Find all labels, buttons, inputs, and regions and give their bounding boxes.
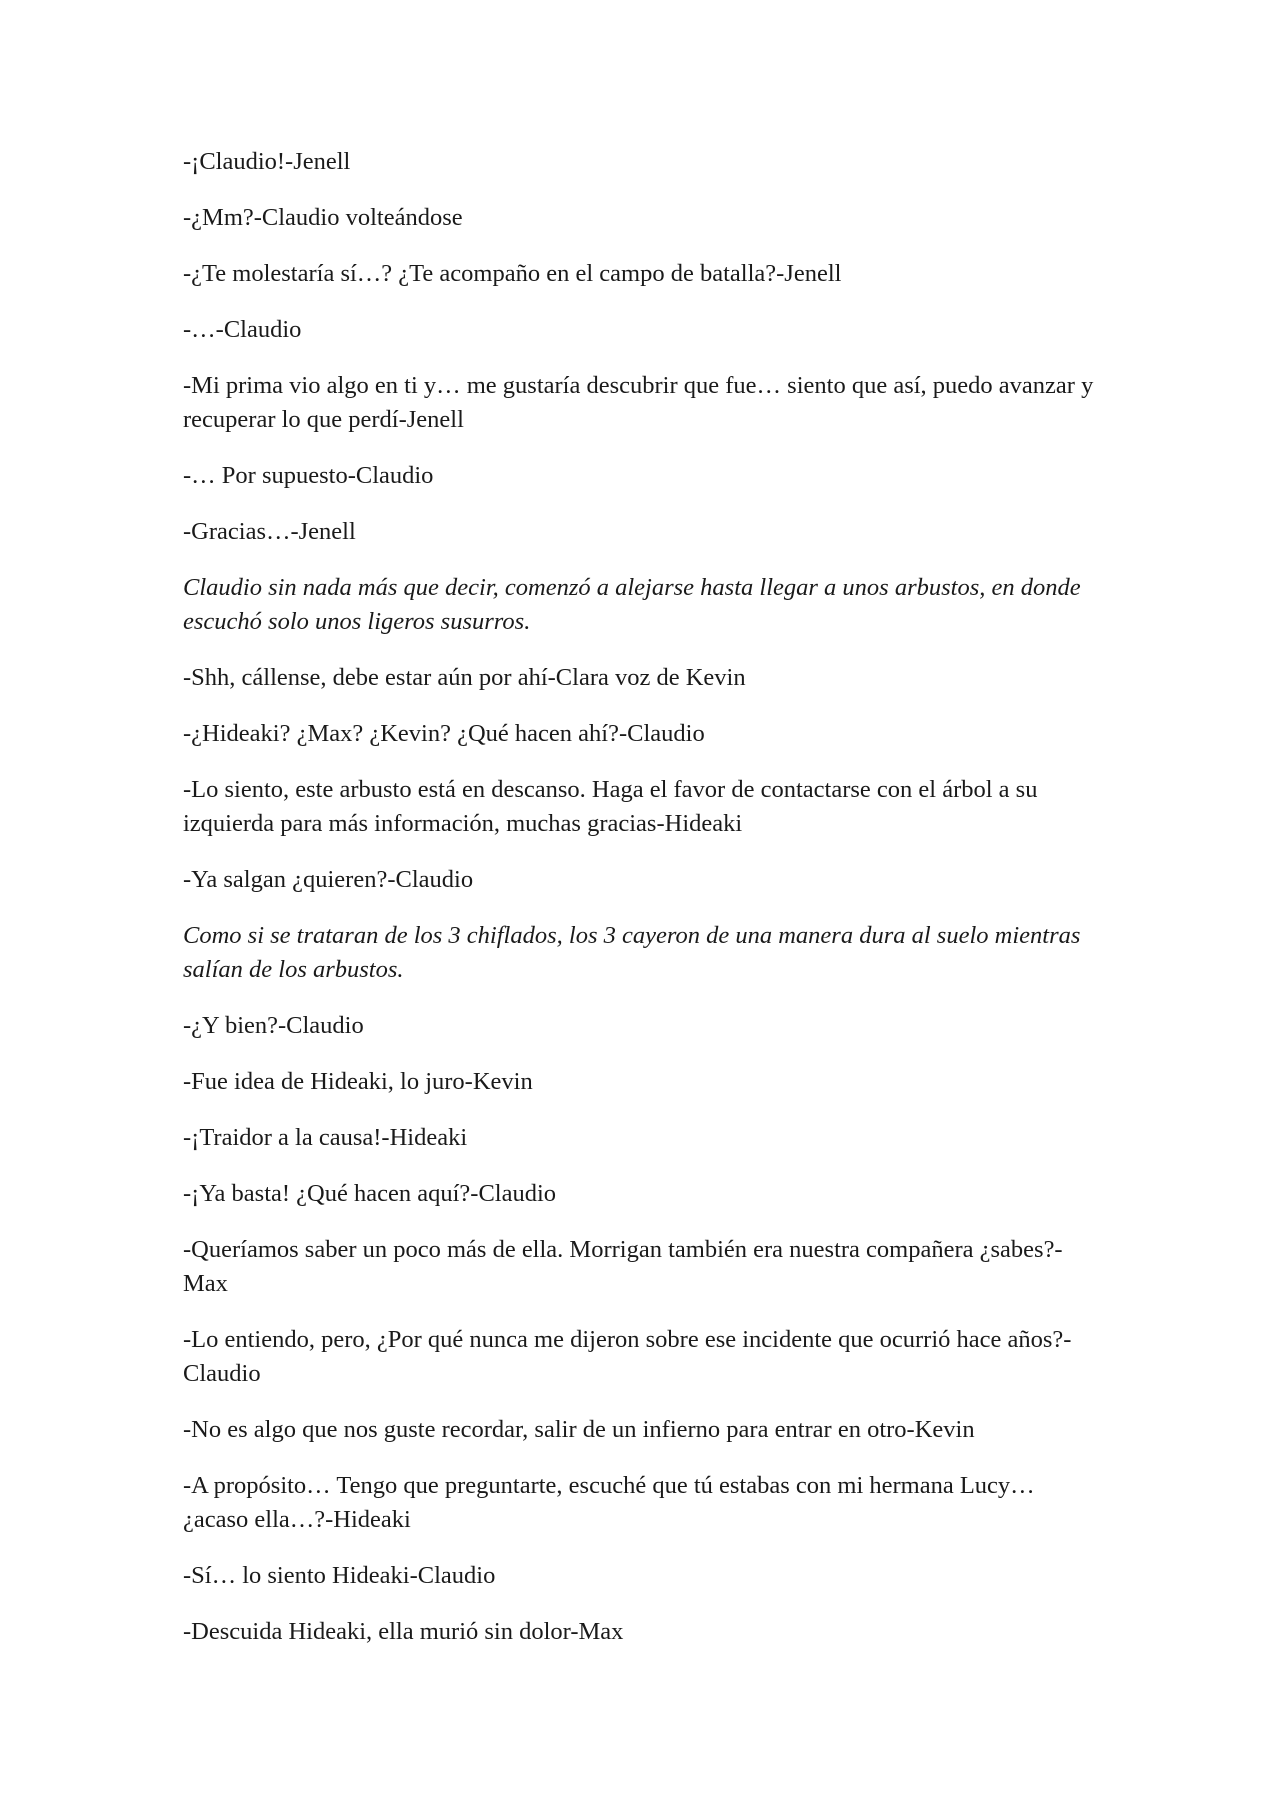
dialogue-line: -Lo entiendo, pero, ¿Por qué nunca me dijeron sobre ese incidente que ocurrió hace años?-Claudio xyxy=(183,1326,1072,1387)
dialogue-line: -Queríamos saber un poco más de ella. Morrigan también era nuestra compañera ¿sabes?-Max xyxy=(183,1236,1063,1297)
dialogue-line: -¡Traidor a la causa!-Hideaki xyxy=(183,1124,468,1151)
dialogue-line: -Gracias…-Jenell xyxy=(183,518,356,545)
narration-paragraph: Como si se trataran de los 3 chiflados, los 3 cayeron de una manera dura al suelo mientras salían de los arbustos. xyxy=(183,922,1081,983)
dialogue-line: -Fue idea de Hideaki, lo juro-Kevin xyxy=(183,1068,533,1095)
dialogue-line: -No es algo que nos guste recordar, salir de un infierno para entrar en otro-Kevin xyxy=(183,1416,975,1443)
document-body xyxy=(183,145,1103,1671)
dialogue-line: -Lo siento, este arbusto está en descanso. Haga el favor de contactarse con el árbol a su izquierda para más información, muchas gracias-Hideaki xyxy=(183,776,1038,837)
dialogue-line: -¿Mm?-Claudio volteándose xyxy=(183,204,463,231)
dialogue-line: -¿Hideaki? ¿Max? ¿Kevin? ¿Qué hacen ahí?-Claudio xyxy=(183,720,705,747)
dialogue-line: -Ya salgan ¿quieren?-Claudio xyxy=(183,866,474,893)
dialogue-line: -A propósito… Tengo que preguntarte, escuché que tú estabas con mi hermana Lucy… ¿acaso ella…?-Hideaki xyxy=(183,1472,1035,1533)
dialogue-line: -Shh, cállense, debe estar aún por ahí-Clara voz de Kevin xyxy=(183,664,746,691)
dialogue-line: -Descuida Hideaki, ella murió sin dolor-Max xyxy=(183,1618,624,1645)
dialogue-line: -… Por supuesto-Claudio xyxy=(183,462,434,489)
dialogue-line: -Mi prima vio algo en ti y… me gustaría descubrir que fue… siento que así, puedo avanzar y recuperar lo que perdí-Jenell xyxy=(183,372,1094,433)
narration-paragraph: Claudio sin nada más que decir, comenzó a alejarse hasta llegar a unos arbustos, en donde escuchó solo unos ligeros susurros. xyxy=(183,574,1081,635)
dialogue-line: -¡Ya basta! ¿Qué hacen aquí?-Claudio xyxy=(183,1180,557,1207)
dialogue-line: -Sí… lo siento Hideaki-Claudio xyxy=(183,1562,496,1589)
dialogue-line: -¡Claudio!-Jenell xyxy=(183,148,351,175)
dialogue-line: -…-Claudio xyxy=(183,316,302,343)
dialogue-line: -¿Y bien?-Claudio xyxy=(183,1012,364,1039)
dialogue-line: -¿Te molestaría sí…? ¿Te acompaño en el campo de batalla?-Jenell xyxy=(183,260,842,287)
